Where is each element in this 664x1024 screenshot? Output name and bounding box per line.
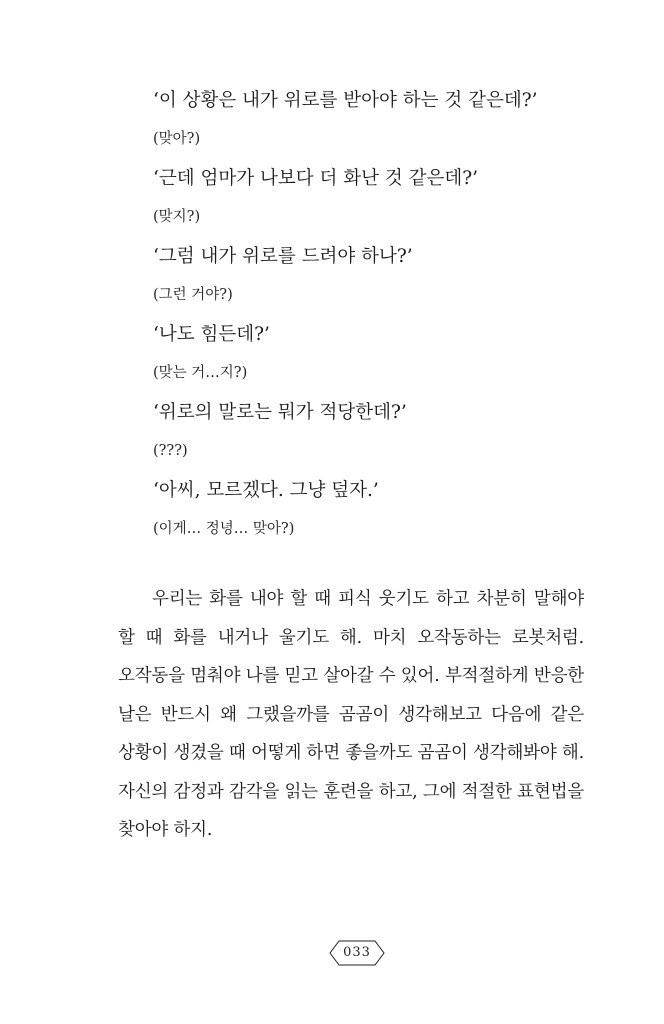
inner-thought: ‘아씨, 모르겠다. 그냥 덮자.’ [153,480,379,501]
inner-thought: ‘이 상황은 내가 위로를 받아야 하는 것 같은데?’ [153,90,538,111]
dialogue-pair [153,82,623,160]
parenthetical-aside: (맞는 거…지?) [153,365,248,381]
parenthetical-aside: (맞지?) [153,209,201,225]
inner-thought: ‘그럼 내가 위로를 드려야 하나?’ [153,246,413,267]
body-paragraph: 우리는 화를 내야 할 때 피식 웃기도 하고 차분히 말해야 할 때 화를 내거나 울기도 해. 마치 오작동하는 로봇처럼. 오작동을 멈춰야 나를 믿고 살아갈 수 있어. 부적절하게 반응한 날은 반드시 왜 그랬을까를 곰곰이 생각해보고 다음에 같은 상황이 생겼을 때 어떻게 하면 좋을까도 곰곰이 생각해봐야 해. 자신의 감정과 감각을 읽는 훈련을 하고, 그에 적절한 표현법을 찾아야 하지. [118,589,584,840]
dialogue-pair [153,316,623,394]
inner-thought: ‘근데 엄마가 나보다 더 화난 것 같은데?’ [153,168,479,189]
dialogue-pair [153,238,623,316]
dialogue-pair [153,472,623,550]
page-number: 033 [343,945,371,960]
inner-thought: ‘위로의 말로는 뭐가 적당한데?’ [153,402,407,423]
parenthetical-aside: (그런 거야?) [153,287,233,303]
dialogue-pair [153,394,623,472]
parenthetical-aside: (맞아?) [153,131,201,147]
parenthetical-aside: (???) [153,443,188,459]
parenthetical-aside: (이게… 정녕… 맞아?) [153,521,295,537]
page-number-badge [329,940,385,966]
dialogue-pair [153,160,623,238]
dialogue-block [153,82,623,550]
inner-thought: ‘나도 힘든데?’ [153,324,270,345]
